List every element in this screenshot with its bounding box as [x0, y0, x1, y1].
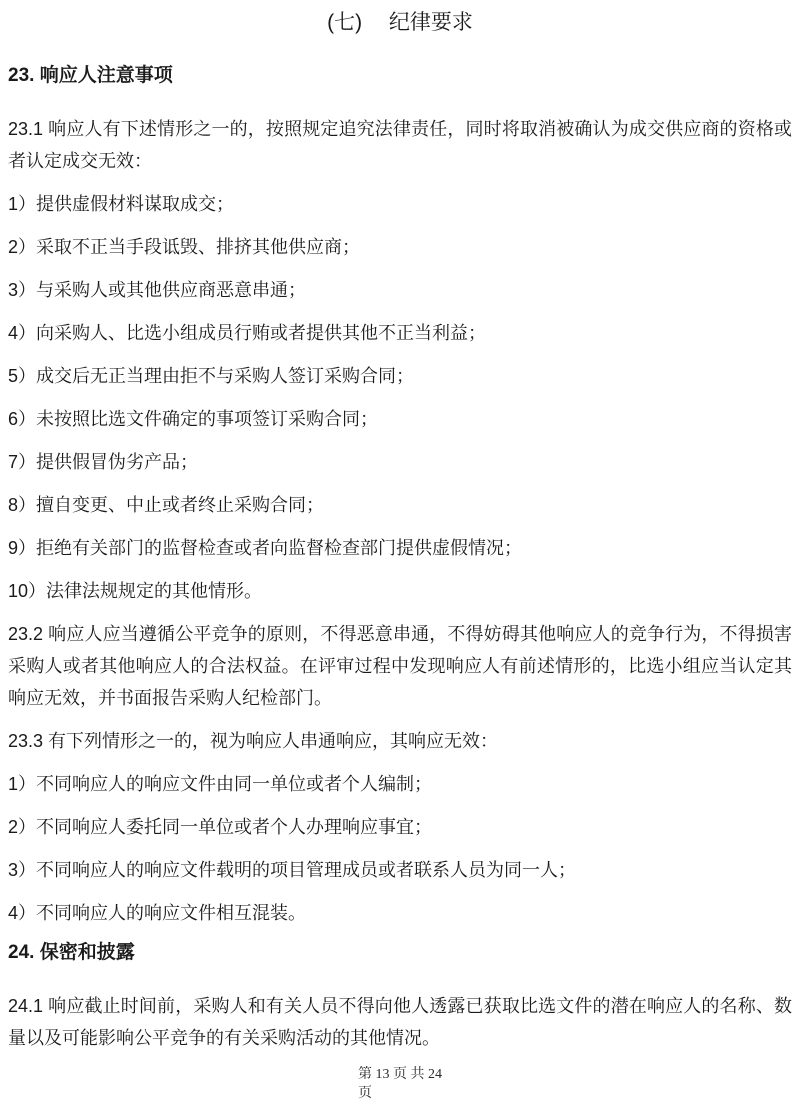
clause-24-1: 24.1 响应截止时间前，采购人和有关人员不得向他人透露已获取比选文件的潜在响应人的名称、数量以及可能影响公平竞争的有关采购活动的其他情况。	[8, 996, 792, 1048]
violation-item-5: 5）成交后无正当理由拒不与采购人签订采购合同；	[8, 366, 415, 386]
violation-item-2: 2）采取不正当手段诋毁、排挤其他供应商；	[8, 237, 361, 257]
violation-item-9: 9）拒绝有关部门的监督检查或者向监督检查部门提供虚假情况；	[8, 538, 523, 558]
violation-item-8: 8）擅自变更、中止或者终止采购合同；	[8, 495, 325, 515]
violation-item-3: 3）与采购人或其他供应商恶意串通；	[8, 280, 307, 300]
section-23-heading: 23. 响应人注意事项	[8, 65, 173, 86]
collusion-case-3: 3）不同响应人的响应文件载明的项目管理成员或者联系人员为同一人；	[8, 860, 577, 880]
section-24-heading: 24. 保密和披露	[8, 942, 135, 963]
violation-item-6: 6）未按照比选文件确定的事项签订采购合同；	[8, 409, 379, 429]
collusion-case-1: 1）不同响应人的响应文件由同一单位或者个人编制；	[8, 774, 433, 794]
page-footer	[8, 1065, 792, 1103]
clause-23-1: 23.1 响应人有下述情形之一的，按照规定追究法律责任，同时将取消被确认为成交供应商的资格或者认定成交无效：	[8, 119, 792, 171]
page-title: (七) 纪律要求	[327, 11, 473, 34]
page-number-line-1: 第 13 页 共 24	[358, 1067, 442, 1082]
violation-item-4: 4）向采购人、比选小组成员行贿或者提供其他不正当利益；	[8, 323, 487, 343]
page-number	[358, 1065, 442, 1103]
clause-23-3: 23.3 有下列情形之一的，视为响应人串通响应，其响应无效：	[8, 731, 499, 751]
page-number-line-2: 页	[358, 1086, 372, 1101]
violation-item-10: 10）法律法规规定的其他情形。	[8, 581, 263, 601]
clause-23-2: 23.2 响应人应当遵循公平竞争的原则，不得恶意串通，不得妨碍其他响应人的竞争行为，不得损害采购人或者其他响应人的合法权益。在评审过程中发现响应人有前述情形的，比选小组应当认定其响应无效，并书面报告采购人纪检部门。	[8, 624, 792, 708]
collusion-case-4: 4）不同响应人的响应文件相互混装。	[8, 903, 307, 923]
violation-item-1: 1）提供虚假材料谋取成交；	[8, 194, 235, 214]
collusion-case-2: 2）不同响应人委托同一单位或者个人办理响应事宜；	[8, 817, 433, 837]
violation-item-7: 7）提供假冒伪劣产品；	[8, 452, 199, 472]
